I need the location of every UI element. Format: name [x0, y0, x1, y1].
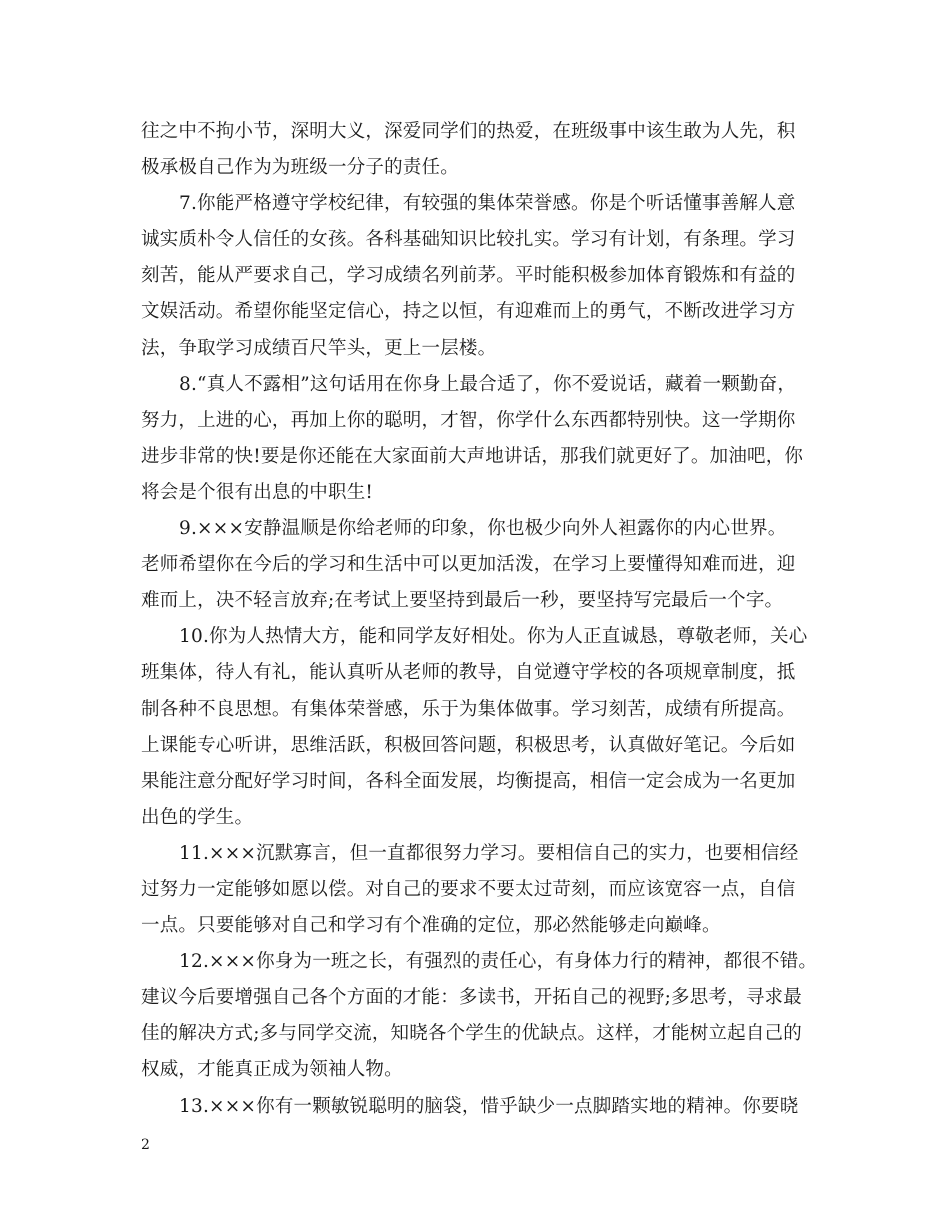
paragraph-13-start: 13.×××你有一颗敏锐聪明的脑袋，惜乎缺少一点脚踏实地的精神。你要晓 — [179, 1095, 799, 1117]
text-line: 果能注意分配好学习时间，各科全面发展，均衡提高，相信一定会成为一名更加 — [141, 770, 796, 792]
page-body — [141, 114, 821, 1125]
text-line: 难而上，决不轻言放弃;在考试上要坚持到最后一秒，要坚持写完最后一个字。 — [141, 590, 784, 612]
text-line: 出色的学生。 — [141, 806, 254, 828]
paragraph-11-start: 11.×××沉默寡言，但一直都很努力学习。要相信自己的实力，也要相信经 — [179, 842, 799, 864]
paragraph-12-start: 12.×××你身为一班之长，有强烈的责任心，有身体力行的精神，都很不错。 — [179, 951, 818, 973]
text-line: 诚实质朴令人信任的女孩。各科基础知识比较扎实。学习有计划，有条理。学习 — [141, 229, 796, 251]
text-line: 老师希望你在今后的学习和生活中可以更加活泼，在学习上要懂得知难而进，迎 — [141, 554, 796, 576]
text-line: 上课能专心听讲，思维活跃，积极回答问题，积极思考，认真做好笔记。今后如 — [141, 734, 796, 756]
paragraph-9-start: 9.×××安静温顺是你给老师的印象，你也极少向外人袒露你的内心世界。 — [179, 518, 787, 540]
text-line: 制各种不良思想。有集体荣誉感，乐于为集体做事。学习刻苦，成绩有所提高。 — [141, 698, 796, 720]
text-line: 进步非常的快!要是你还能在大家面前大声地讲话，那我们就更好了。加油吧，你 — [141, 445, 804, 467]
text-line: 刻苦，能从严要求自己，学习成绩名列前茅。平时能积极参加体育锻炼和有益的 — [141, 265, 796, 287]
text-line: 往之中不拘小节，深明大义，深爱同学们的热爱，在班级事中该生敢为人先，积 — [141, 121, 796, 142]
text-line: 班集体，待人有礼，能认真听从老师的教导，自觉遵守学校的各项规章制度，抵 — [141, 662, 796, 684]
text-line: 法，争取学习成绩百尺竿头，更上一层楼。 — [141, 337, 497, 359]
paragraph-10-start: 10.你为人热情大方，能和同学友好相处。你为人正直诚恳，尊敬老师，关心 — [179, 626, 808, 648]
page-number: 2 — [141, 1137, 150, 1153]
text-line: 一点。只要能够对自己和学习有个准确的定位，那必然能够走向巅峰。 — [141, 915, 721, 937]
text-line: 努力，上进的心，再加上你的聪明，才智，你学什么东西都特别快。这一学期你 — [141, 409, 796, 431]
paragraph-7-start: 7.你能严格遵守学校纪律，有较强的集体荣誉感。你是个听话懂事善解人意 — [179, 193, 796, 215]
text-line: 文娱活动。希望你能坚定信心，持之以恒，有迎难而上的勇气，不断改进学习方 — [141, 301, 796, 323]
text-line: 权威，才能真正成为领袖人物。 — [141, 1059, 403, 1081]
text-line: 过努力一定能够如愿以偿。对自己的要求不要太过苛刻，而应该宽容一点，自信 — [141, 878, 796, 900]
text-line: 极承极自己作为为班级一分子的责任。 — [141, 157, 459, 179]
text-line: 佳的解决方式;多与同学交流，知晓各个学生的优缺点。这样，才能树立起自己的 — [141, 1023, 802, 1045]
text-line: 将会是个很有出息的中职生! — [141, 481, 374, 503]
paragraph-8-start: 8.“真人不露相”这句话用在你身上最合适了，你不爱说话，藏着一颗勤奋， — [179, 373, 797, 395]
text-line: 建议今后要增强自己各个方面的才能：多读书，开拓自己的视野;多思考，寻求最 — [141, 987, 802, 1009]
